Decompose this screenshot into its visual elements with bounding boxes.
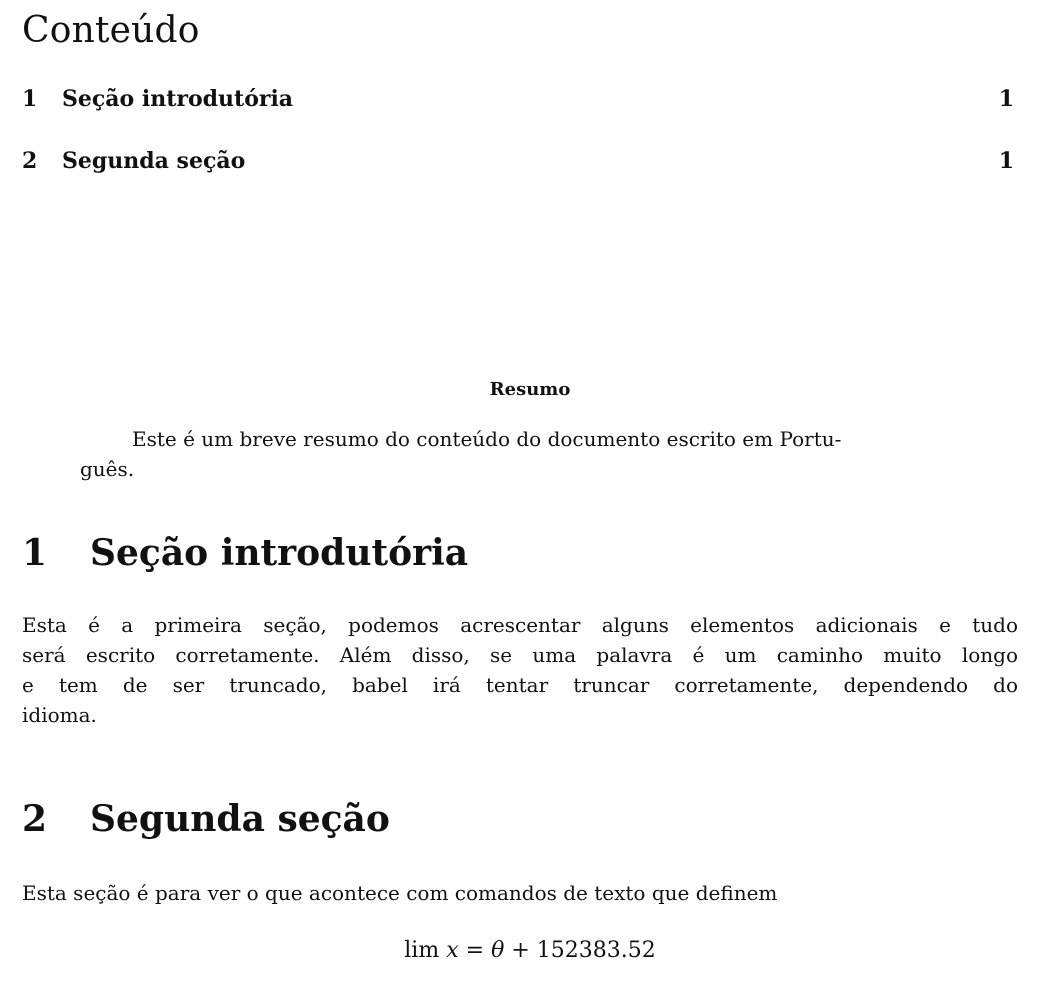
equation-equals: =: [465, 938, 485, 963]
display-equation: [0, 938, 1060, 963]
paragraph-line: Esta é a primeira seção, podemos acrescentar alguns elementos adicionais e tudo: [22, 613, 1018, 637]
toc-entry-number: 2: [22, 148, 38, 174]
section-number: 1: [22, 532, 48, 574]
paragraph-line: Esta seção é para ver o que acontece com comandos de texto que definem: [22, 881, 778, 905]
toc-heading: Conteúdo: [22, 10, 200, 51]
equation-lim: lim: [404, 938, 440, 963]
toc-entry[interactable]: [22, 86, 1014, 116]
toc-entry-page: 1: [998, 86, 1014, 112]
abstract-line: Este é um breve resumo do conteúdo do documento escrito em Portu-: [132, 427, 842, 451]
abstract-title: Resumo: [489, 379, 571, 400]
toc-entry-page: 1: [998, 148, 1014, 174]
equation-plus: +: [511, 938, 530, 963]
section-title: Segunda seção: [90, 798, 390, 840]
section-heading: [22, 798, 390, 840]
equation-x: x: [446, 938, 459, 963]
toc-entry-number: 1: [22, 86, 38, 112]
paragraph-line: será escrito corretamente. Além disso, se uma palavra é um caminho muito longo: [22, 643, 1018, 667]
abstract-body: [80, 424, 950, 484]
section-heading: [22, 532, 468, 574]
toc-entry-title: Segunda seção: [62, 148, 246, 174]
section-title: Seção introdutória: [90, 532, 469, 574]
section-number: 2: [22, 798, 48, 840]
paragraph-line: idioma.: [22, 703, 97, 727]
section-paragraph: [22, 610, 1018, 730]
equation-theta: θ: [491, 938, 505, 963]
abstract-line: guês.: [80, 457, 135, 481]
section-paragraph: [22, 878, 1018, 908]
paragraph-line: e tem de ser truncado, babel irá tentar truncar corretamente, dependendo do: [22, 673, 1018, 697]
toc-entry[interactable]: [22, 148, 1014, 178]
toc-entry-title: Seção introdutória: [62, 86, 294, 112]
equation-value: 152383.52: [536, 938, 656, 963]
